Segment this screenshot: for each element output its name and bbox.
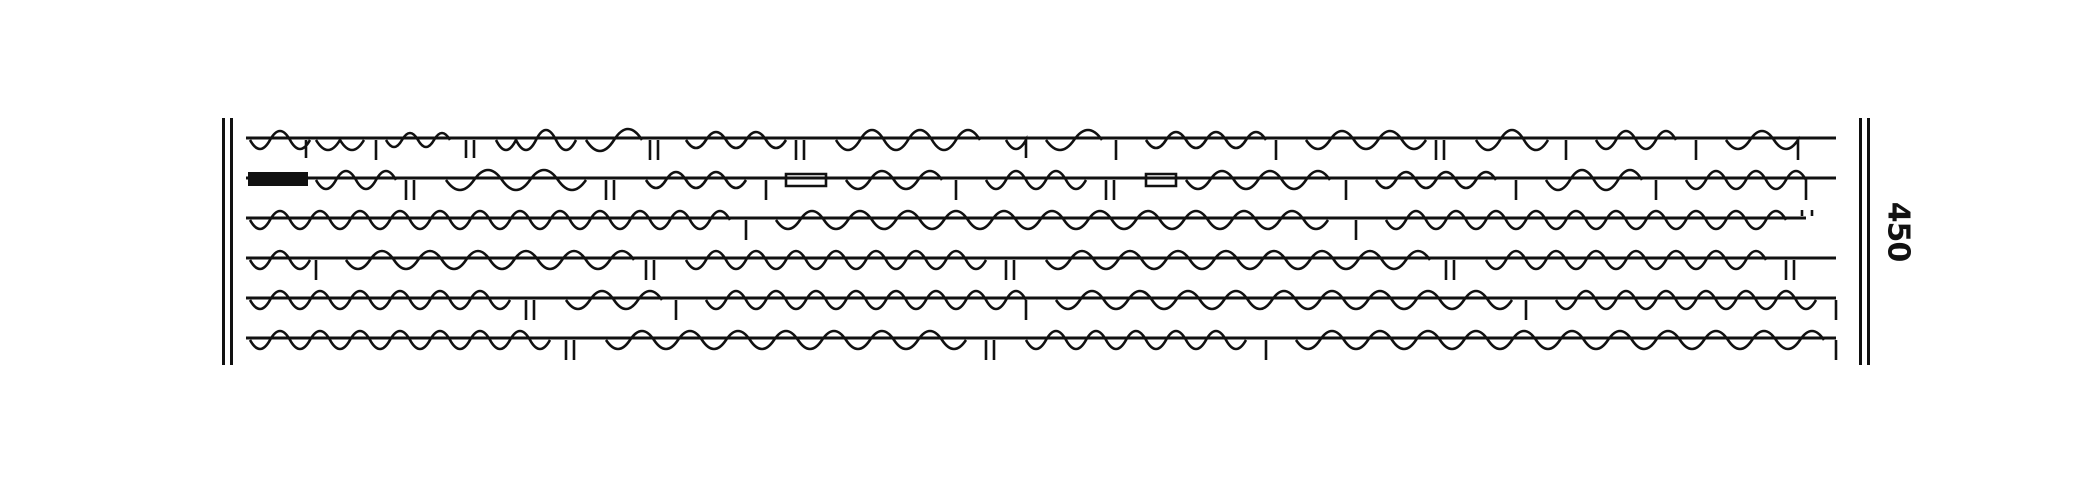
handwritten-line-5 <box>246 284 1846 324</box>
text-line-6 <box>246 324 1846 364</box>
page-number-text: 450 <box>1880 201 1916 261</box>
tibetan-text-block <box>246 120 1846 363</box>
handwritten-line-2 <box>246 164 1846 204</box>
text-line-2 <box>246 164 1846 204</box>
handwritten-line-1 <box>246 124 1846 164</box>
left-border-rule <box>222 118 225 365</box>
handwritten-line-6 <box>246 324 1846 364</box>
right-border-rule <box>1867 118 1870 365</box>
text-line-3 <box>246 204 1846 244</box>
handwritten-line-3 <box>246 204 1846 244</box>
text-line-1 <box>246 124 1846 164</box>
text-line-5 <box>246 284 1846 324</box>
text-line-4 <box>246 244 1846 284</box>
right-border-rule-inner <box>1859 118 1862 365</box>
folio-page-number <box>1878 201 1918 261</box>
handwritten-line-4 <box>246 244 1846 284</box>
left-border-rule-inner <box>230 118 233 365</box>
manuscript-folio <box>222 118 1870 365</box>
